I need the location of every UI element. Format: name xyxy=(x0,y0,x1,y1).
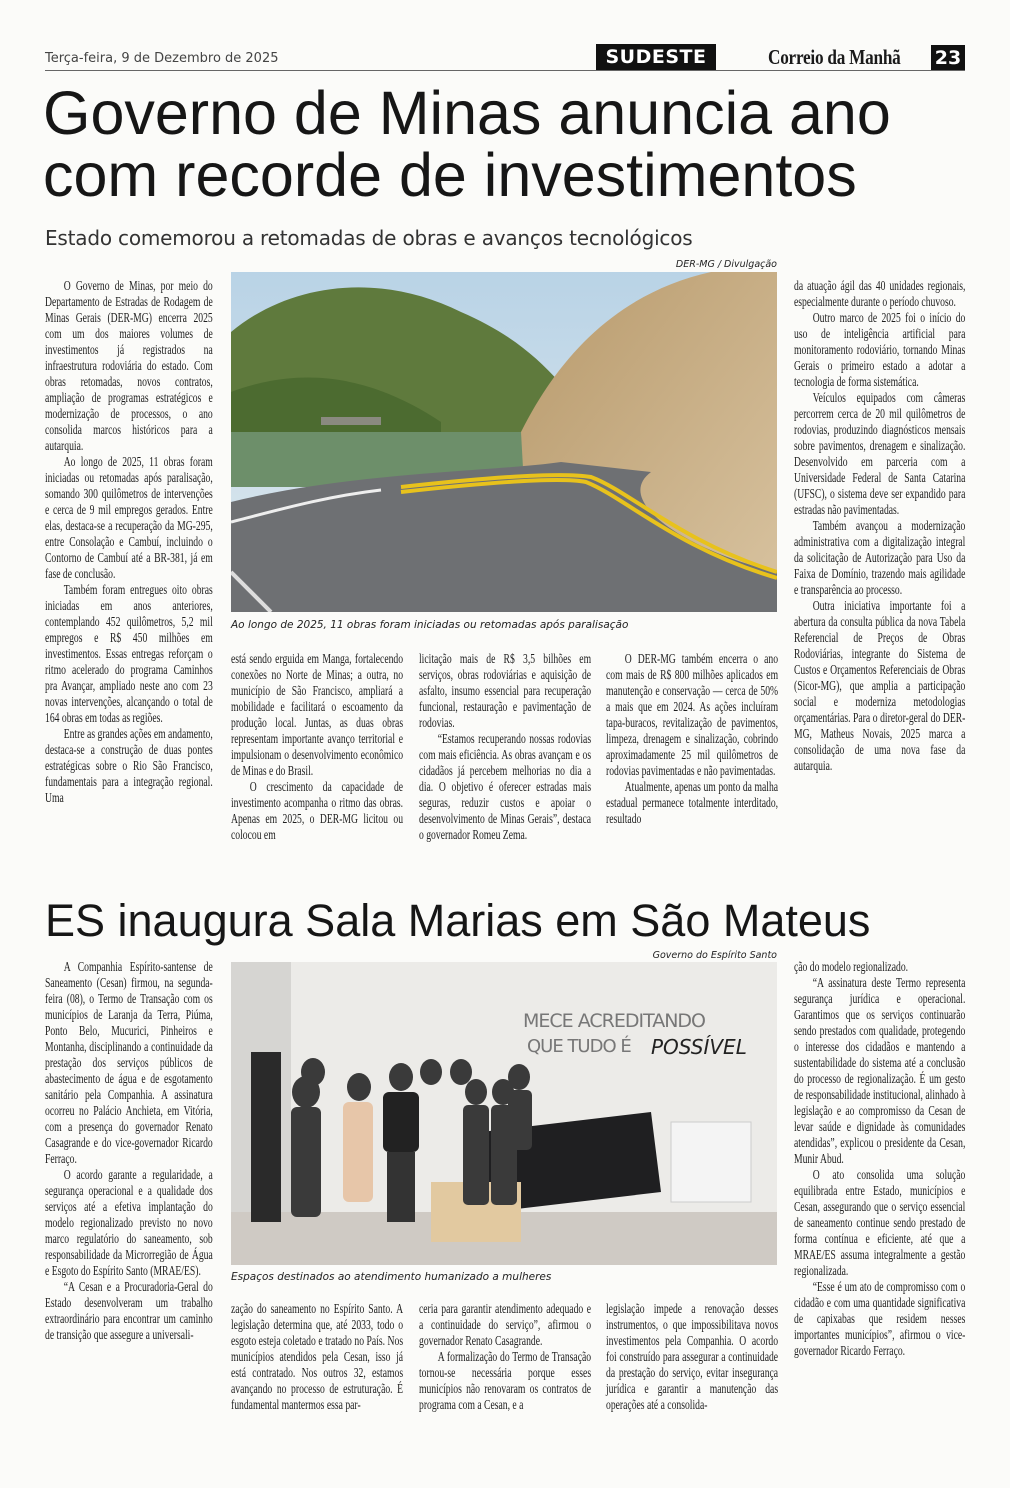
article1-column-5 xyxy=(794,278,965,774)
paragraph: Outra iniciativa importante foi a abertura da consulta pública da nova Tabela Referencial de Preços de Obras Rodoviárias, integrante do Sistema de Custos e Orçamentos Referenciais de Obras (Sicor-MG), que amplia a participação social e moderniza metodologias orçamentárias. Para o diretor-geral do DER-MG, Matheus Novais, 2025 marca a consolidação de uma nova fase da autarquia. xyxy=(794,598,966,773)
paragraph: da atuação ágil das 40 unidades regionais, especialmente durante o período chuvoso. xyxy=(794,278,966,309)
paragraph: O DER-MG também encerra o ano com mais de R$ 800 milhões aplicados em manutenção e conservação — cerca de 50% a mais que em 2024. As ações incluíram tapa-buracos, revitalização de pavimentos, limpeza, drenagem e sinalização, cobrindo aproximadamente 25 mil quilômetros de rodovias pavimentadas e não pavimentadas. xyxy=(606,651,779,778)
issue-date: Terça-feira, 9 de Dezembro de 2025 xyxy=(45,51,279,66)
paragraph: ção do modelo regionalizado. xyxy=(794,959,909,974)
paragraph: Ao longo de 2025, 11 obras foram iniciadas ou retomadas após paralisação, somando 300 quilômetros de intervenções e cerca de 9 mil empregos gerados. Entre elas, destaca-se a recuperação da MG-295, entre Consolação e Cambuí, incluindo o Contorno de Cambuí até a BR-381, já em fase de conclusão. xyxy=(45,454,213,581)
photo-wall-text-1: MECE ACREDITANDO xyxy=(523,1010,706,1032)
paragraph: Atualmente, apenas um ponto da malha estadual permanece totalmente interditado, resultado xyxy=(606,779,779,826)
paragraph: está sendo erguida em Manga, fortalecendo conexões no Norte de Minas; a outra, no município de São Francisco, ampliará a mobilidade e facilitará o escoamento da produção local. Juntas, as duas obras representam importante avanço territorial e impulsionam o desenvolvimento econômico de Minas e do Brasil. xyxy=(231,651,404,778)
page-number: 23 xyxy=(931,45,965,70)
article1-headline: Governo de Minas anuncia ano com recorde de investimentos xyxy=(43,79,891,209)
article1-column-3 xyxy=(419,651,591,843)
paragraph: zação do saneamento no Espírito Santo. A legislação determina que, até 2033, todo o esgoto esteja coletado e tratado no País. Nos municípios atendidos pela Cesan, isso já está contratado. Nos outros 32, estamos avançando no processo de estruturação. É fundamental mantermos essa par- xyxy=(231,1301,404,1412)
paragraph: Veículos equipados com câmeras percorrem cerca de 20 mil quilômetros de rodovias, produzindo diagnósticos mensais sobre pavimentos, drenagem e sinalização. Desenvolvido em parceria com a Universidade Federal de Santa Catarina (UFSC), o sistema deve ser expandido para estradas não pavimentadas. xyxy=(794,390,966,517)
header-rule xyxy=(45,70,965,71)
paragraph: legislação impede a renovação desses instrumentos, o que impossibilitava novos investimentos pela Companhia. O acordo foi construído para assegurar a continuidade da prestação do serviço, evitar insegurança jurídica e garantir a manutenção das operações até a consolida- xyxy=(606,1301,779,1412)
photo-wall-text-3: POSSÍVEL xyxy=(651,1035,747,1059)
article1-subheadline: Estado comemorou a retomadas de obras e avanços tecnológicos xyxy=(45,226,693,250)
photo-wall-text-2: QUE TUDO É xyxy=(527,1036,631,1057)
paragraph: “A Cesan e a Procuradoria-Geral do Estado desenvolveram um trabalho extraordinário para encontrar um caminho de transição que assegure a universali- xyxy=(45,1279,213,1342)
paragraph: A Companhia Espírito-santense de Saneamento (Cesan) firmou, na segunda-feira (08), o Termo de Transação com os municípios de Laranja da Terra, Piúma, Ponto Belo, Mucurici, Pinheiros e Montanha, disciplinando a continuidade da prestação dos serviços públicos de abastecimento de água e de esgotamento sanitário pela Companhia. A assinatura ocorreu no Palácio Anchieta, em Vitória, com a presença do governador Renato Casagrande e do vice-governador Ricardo Ferraço. xyxy=(45,959,213,1166)
article1-photo-credit: DER-MG / Divulgação xyxy=(675,259,777,270)
article2-photo-credit: Governo do Espírito Santo xyxy=(652,950,777,961)
paragraph: “Estamos recuperando nossas rodovias com mais eficiência. As obras avançam e os cidadãos já percebem melhorias no dia a dia. O objetivo é oferecer estradas mais seguras, reduzir custos e apoiar o desenvolvimento de Minas Gerais”, destaca o governador Romeu Zema. xyxy=(419,731,592,842)
article1-column-4 xyxy=(606,651,778,827)
paragraph: O ato consolida uma solução equilibrada entre Estado, municípios e Cesan, assegurando que o serviço essencial de saneamento continue sendo prestado de forma contínua e eficiente, até que a MRAE/ES assuma integralmente a gestão regionalizada. xyxy=(794,1167,966,1278)
article1-column-1 xyxy=(45,278,213,806)
paragraph: O Governo de Minas, por meio do Departamento de Estradas de Rodagem de Minas Gerais (DER-MG) encerra 2025 com um dos maiores volumes de investimentos já registrados na infraestrutura rodoviária do estado. Com obras retomadas, novos contratos, ampliação de programas estratégicos e modernização de processos, o ano consolida marcos históricos para a autarquia. xyxy=(45,278,213,453)
article2-column-4 xyxy=(606,1301,778,1413)
article2-photo-room xyxy=(231,962,777,1265)
article1-photo-road xyxy=(231,272,777,612)
article2-column-1 xyxy=(45,959,213,1343)
article1-column-2 xyxy=(231,651,403,843)
article2-headline: ES inaugura Sala Marias em São Mateus xyxy=(45,895,871,946)
paragraph: A formalização do Termo de Transação tornou-se necessária porque esses municípios não renovaram os contratos de programa com a Cesan, e a xyxy=(419,1349,592,1412)
article2-column-3 xyxy=(419,1301,591,1413)
newspaper-logo: Correio da Manhã xyxy=(768,45,901,69)
article2-column-2 xyxy=(231,1301,403,1413)
paragraph: Outro marco de 2025 foi o início do uso de inteligência artificial para monitoramento rodoviário, tornando Minas Gerais o primeiro estado a adotar a tecnologia de forma sistemática. xyxy=(794,310,966,389)
paragraph: licitação mais de R$ 3,5 bilhões em serviços, obras rodoviárias e aquisição de asfalto, insumo essencial para recuperação funcional, restauração e pavimentação de rodovias. xyxy=(419,651,592,730)
paragraph: “A assinatura deste Termo representa segurança jurídica e operacional. Garantimos que os serviços continuarão sendo prestados com qualidade, protegendo o interesse dos cidadãos e mantendo a sustentabilidade do sistema até a conclusão do processo de regionalização. É um gesto de responsabilidade institucional, alinhado à legislação e ao compromisso da Cesan de levar saúde e dignidade às comunidades atendidas”, explicou o presidente da Cesan, Munir Abud. xyxy=(794,975,966,1166)
article2-photo-caption: Espaços destinados ao atendimento humanizado a mulheres xyxy=(231,1271,552,1283)
paragraph: Também avançou a modernização administrativa com a digitalização integral da solicitação de Autorização para Uso da Faixa de Domínio, trazendo mais agilidade e transparência ao processo. xyxy=(794,518,966,597)
article1-photo-caption: Ao longo de 2025, 11 obras foram iniciadas ou retomadas após paralisação xyxy=(231,619,629,631)
section-label: SUDESTE xyxy=(596,44,716,70)
article2-column-5 xyxy=(794,959,965,1359)
paragraph: Também foram entregues oito obras iniciadas em anos anteriores, contemplando 452 quilômetros, 5,2 mil empregos e R$ 450 milhões em investimentos. Essas entregas reforçam o ritmo acelerado do programa Caminhos pra Avançar, ampliado neste ano com 23 novas intervenções, alcançando o total de 164 obras em todas as regiões. xyxy=(45,582,213,725)
paragraph: ceria para garantir atendimento adequado e a continuidade do serviço”, afirmou o governador Renato Casagrande. xyxy=(419,1301,592,1348)
paragraph: O crescimento da capacidade de investimento acompanha o ritmo das obras. Apenas em 2025, o DER-MG licitou ou colocou em xyxy=(231,779,404,842)
paragraph: Entre as grandes ações em andamento, destaca-se a construção de duas pontes estratégicas sobre o Rio São Francisco, fundamentais para a integração regional. Uma xyxy=(45,726,213,805)
paragraph: “Esse é um ato de compromisso com o cidadão e com uma quantidade significativa de capixabas que residem nesses importantes municípios”, afirmou o vice-governador Ricardo Ferraço. xyxy=(794,1279,966,1358)
paragraph: O acordo garante a regularidade, a segurança operacional e a qualidade dos serviços até a efetiva implantação do modelo regionalizado previsto no novo marco regulatório do saneamento, sob responsabilidade da Microrregião de Água e Esgoto do Espírito Santo (MRAE/ES). xyxy=(45,1167,213,1278)
